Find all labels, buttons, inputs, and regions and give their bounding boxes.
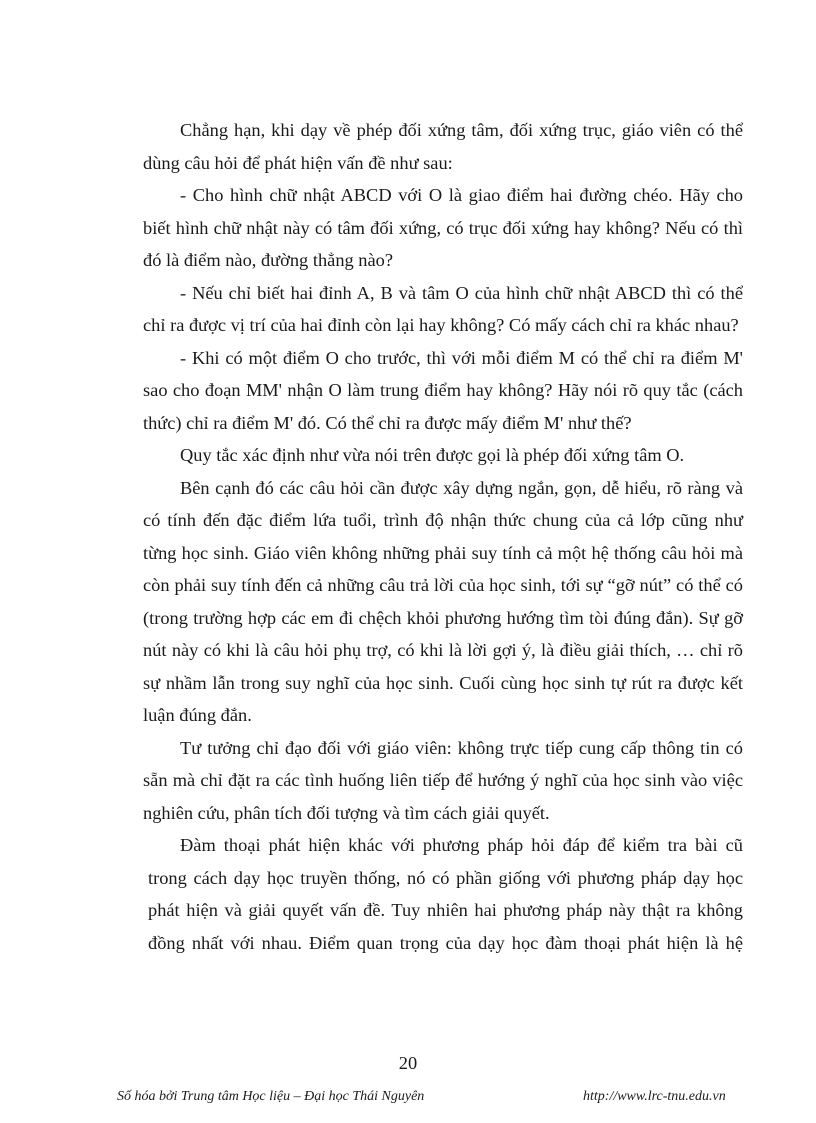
text-line: phát hiện và giải quyết vấn đề. Tuy nhiên hai phương pháp này thật ra không — [148, 900, 743, 920]
page-body — [143, 114, 743, 959]
text-line: Quy tắc xác định như vừa nói trên được gọi là phép đối xứng tâm O. — [180, 445, 685, 465]
text-line: nghiên cứu, phân tích đối tượng và tìm cách giải quyết. — [143, 802, 550, 823]
text-line: Chẳng hạn, khi dạy về phép đối xứng tâm, đối xứng trục, giáo viên có thể — [180, 120, 743, 140]
text-line: có tính đến đặc điểm lứa tuổi, trình độ nhận thức chung của cả lớp cũng như — [143, 510, 743, 530]
text-line: còn phải suy tính đến cả những câu trả lời của học sinh, tới sự “gỡ nút” có thể có — [143, 575, 743, 595]
text-line: (trong trường hợp các em đi chệch khỏi phương hướng tìm tòi đúng đắn). Sự gỡ — [143, 607, 743, 628]
page-number: 20 — [398, 1053, 418, 1073]
text-line: sẵn mà chỉ đặt ra các tình huống liên tiếp để hướng ý nghĩ của học sinh vào việc — [143, 770, 743, 790]
text-line: Tư tưởng chỉ đạo đối với giáo viên: không trực tiếp cung cấp thông tin có — [180, 737, 743, 758]
text-line: sao cho đoạn MM' nhận O làm trung điểm hay không? Hãy nói rõ quy tắc (cách — [143, 380, 743, 400]
footer-url: http://www.lrc-tnu.edu.vn — [583, 1089, 726, 1104]
text-line: Bên cạnh đó các câu hỏi cần được xây dựng ngắn, gọn, dễ hiểu, rõ ràng và — [180, 477, 743, 498]
text-line: trong cách dạy học truyền thống, nó có phần giống với phương pháp dạy học — [148, 867, 743, 888]
text-line: biết hình chữ nhật này có tâm đối xứng, có trục đối xứng hay không? Nếu có thì — [143, 217, 743, 238]
footer-source-text: Số hóa bởi Trung tâm Học liệu – Đại học Thái Nguyên — [117, 1089, 425, 1104]
text-line: nút này có khi là câu hỏi phụ trợ, có khi là lời gợi ý, là điều giải thích, … chỉ rõ — [143, 640, 743, 660]
text-line: - Cho hình chữ nhật ABCD với O là giao điểm hai đường chéo. Hãy cho — [180, 185, 743, 205]
text-line: từng học sinh. Giáo viên không những phải suy tính cả một hệ thống câu hỏi mà — [143, 542, 743, 563]
text-line: sự nhầm lẫn trong suy nghĩ của học sinh. Cuối cùng học sinh tự rút ra được kết — [143, 672, 743, 693]
text-line: đó là điểm nào, đường thẳng nào? — [143, 250, 394, 270]
text-line: chỉ ra được vị trí của hai đỉnh còn lại hay không? Có mấy cách chỉ ra khác nhau? — [143, 315, 739, 335]
text-line: đồng nhất với nhau. Điểm quan trọng của dạy học đàm thoại phát hiện là hệ — [148, 932, 743, 953]
text-line: thức) chỉ ra điểm M' đó. Có thể chỉ ra được mấy điểm M' như thế? — [143, 412, 632, 433]
text-line: luận đúng đắn. — [143, 705, 252, 725]
text-line: Đàm thoại phát hiện khác với phương pháp hỏi đáp để kiểm tra bài cũ — [180, 835, 743, 855]
text-line: - Nếu chỉ biết hai đỉnh A, B và tâm O của hình chữ nhật ABCD thì có thể — [180, 282, 743, 303]
text-line: - Khi có một điểm O cho trước, thì với mỗi điểm M có thể chỉ ra điểm M' — [180, 347, 743, 368]
text-line: dùng câu hỏi để phát hiện vấn đề như sau: — [143, 152, 453, 173]
